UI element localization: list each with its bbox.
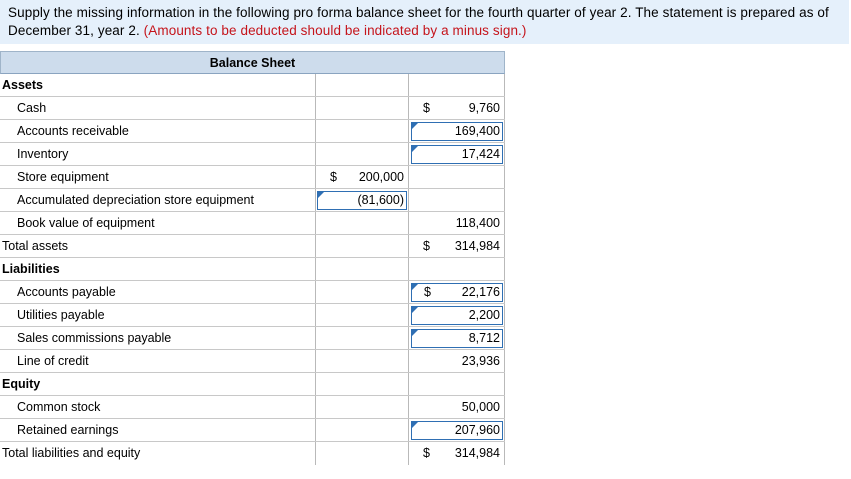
total-liabilities-equity-value: 314,984 bbox=[454, 446, 500, 460]
answer-marker-icon bbox=[412, 284, 418, 290]
row-label: Accounts receivable bbox=[0, 120, 316, 143]
row-label: Book value of equipment bbox=[0, 212, 316, 235]
common-stock-value: 50,000 bbox=[461, 400, 500, 414]
row-inventory bbox=[0, 143, 505, 166]
row-liabilities-header bbox=[0, 258, 505, 281]
utilities-payable-input[interactable]: 2,200 bbox=[411, 306, 503, 325]
section-label-assets: Assets bbox=[0, 74, 316, 97]
row-accounts-receivable bbox=[0, 120, 505, 143]
currency-symbol: $ bbox=[424, 285, 431, 299]
row-accumulated-depreciation bbox=[0, 189, 505, 212]
row-label: Accounts payable bbox=[0, 281, 316, 304]
accounts-receivable-input[interactable]: 169,400 bbox=[411, 122, 503, 141]
sales-commissions-input[interactable]: 8,712 bbox=[411, 329, 503, 348]
accumulated-depreciation-input[interactable]: (81,600) bbox=[317, 191, 407, 210]
row-retained-earnings bbox=[0, 419, 505, 442]
section-label-liabilities: Liabilities bbox=[0, 258, 316, 281]
row-equity-header bbox=[0, 373, 505, 396]
row-label: Sales commissions payable bbox=[0, 327, 316, 350]
row-utilities-payable bbox=[0, 304, 505, 327]
book-value-value: 118,400 bbox=[455, 216, 500, 230]
row-common-stock bbox=[0, 396, 505, 419]
currency-symbol: $ bbox=[423, 101, 430, 115]
row-label: Line of credit bbox=[0, 350, 316, 373]
row-label: Total liabilities and equity bbox=[0, 442, 316, 465]
row-store-equipment bbox=[0, 166, 505, 189]
row-cash bbox=[0, 97, 505, 120]
answer-marker-icon bbox=[412, 330, 418, 336]
row-label: Store equipment bbox=[0, 166, 316, 189]
row-label: Retained earnings bbox=[0, 419, 316, 442]
row-total-liabilities-equity bbox=[0, 442, 505, 465]
row-label: Inventory bbox=[0, 143, 316, 166]
retained-earnings-input[interactable]: 207,960 bbox=[411, 421, 503, 440]
row-label: Accumulated depreciation store equipment bbox=[0, 189, 316, 212]
row-label: Common stock bbox=[0, 396, 316, 419]
store-equipment-value: 200,000 bbox=[358, 170, 404, 184]
section-label-equity: Equity bbox=[0, 373, 316, 396]
row-total-assets bbox=[0, 235, 505, 258]
row-accounts-payable bbox=[0, 281, 505, 304]
currency-symbol: $ bbox=[423, 446, 430, 460]
row-book-value bbox=[0, 212, 505, 235]
balance-sheet-title: Balance Sheet bbox=[0, 51, 505, 74]
currency-symbol: $ bbox=[423, 239, 430, 253]
row-sales-commissions bbox=[0, 327, 505, 350]
inventory-input[interactable]: 17,424 bbox=[411, 145, 503, 164]
line-of-credit-value: 23,936 bbox=[461, 354, 500, 368]
row-label: Total assets bbox=[0, 235, 316, 258]
answer-marker-icon bbox=[412, 307, 418, 313]
row-label: Cash bbox=[0, 97, 316, 120]
row-line-of-credit bbox=[0, 350, 505, 373]
cash-value: 9,760 bbox=[468, 101, 500, 115]
total-assets-value: 314,984 bbox=[454, 239, 500, 253]
instructions-panel bbox=[0, 0, 849, 44]
row-assets-header bbox=[0, 74, 505, 97]
answer-marker-icon bbox=[412, 422, 418, 428]
answer-marker-icon bbox=[412, 146, 418, 152]
row-label: Utilities payable bbox=[0, 304, 316, 327]
answer-marker-icon bbox=[412, 123, 418, 129]
instructions-note: (Amounts to be deducted should be indicated by a minus sign.) bbox=[143, 23, 527, 38]
instructions-text: Supply the missing information in the following pro forma balance sheet for the fourth quarter of year 2. The statement is prepared as of December 31, year 2. bbox=[8, 5, 829, 38]
answer-marker-icon bbox=[318, 192, 324, 198]
accounts-payable-input[interactable]: $ 22,176 bbox=[411, 283, 503, 302]
currency-symbol: $ bbox=[330, 170, 337, 184]
